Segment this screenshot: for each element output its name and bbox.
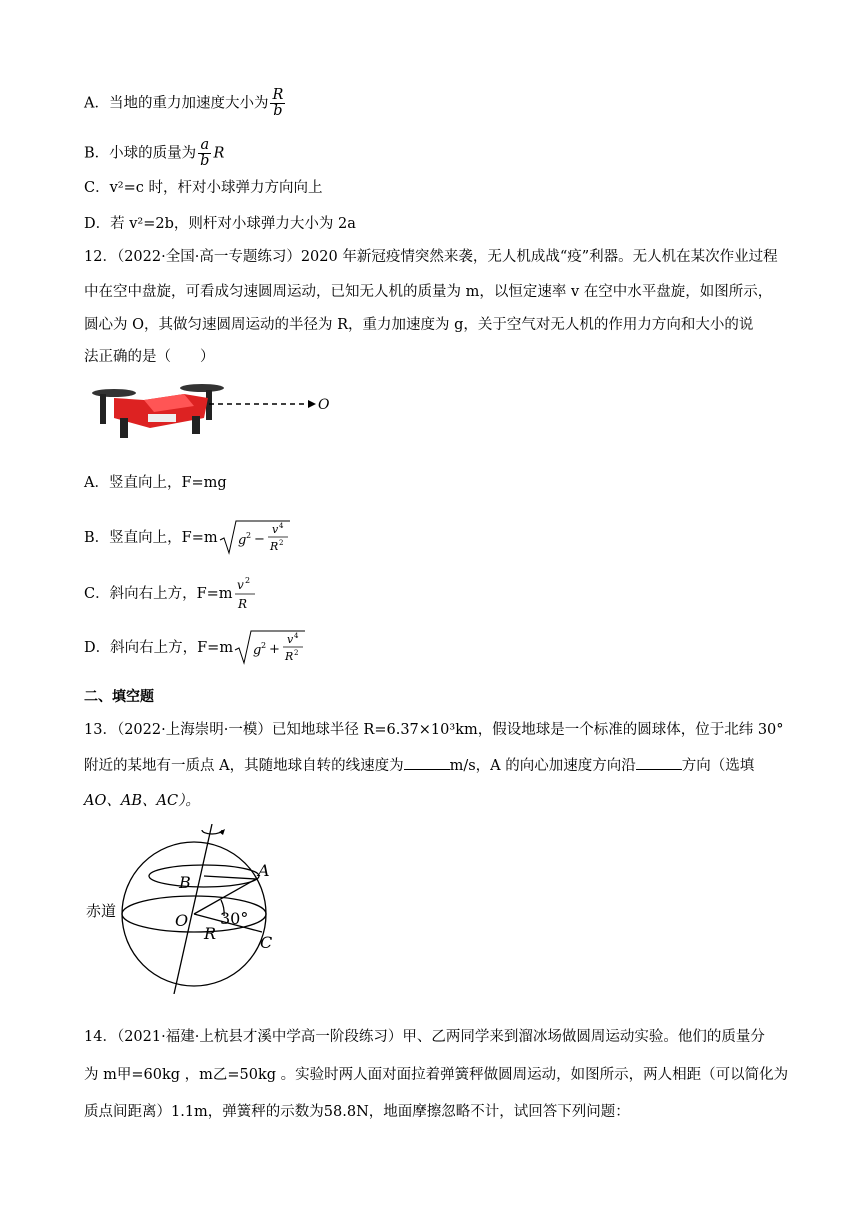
label-r: R <box>204 924 217 943</box>
answer-blank-1[interactable] <box>404 755 450 770</box>
q11-option-b-tail: R <box>213 145 225 162</box>
svg-text:g: g <box>253 643 262 658</box>
q11-option-a-fraction <box>270 88 285 119</box>
q12-option-d <box>84 628 307 668</box>
q12-option-c-prefix: C．斜向右上方，F=m <box>84 586 233 602</box>
svg-text:g: g <box>237 533 246 548</box>
q11-option-d: D．若 v²=2b，则杆对小球弹力大小为 2a <box>84 216 356 232</box>
q13-line-2-part-b: m/s，A 的向心加速度方向沿 <box>449 758 636 774</box>
rotation-axis <box>174 824 212 994</box>
q14-line-2: 为 m甲=60kg ，m乙=50kg 。实验时两人面对面拉着弹簧秤做圆周运动，如图所示，两人相距（可以简化为 <box>84 1067 789 1083</box>
earth-figure <box>84 824 284 994</box>
q11-option-b-fraction <box>198 138 211 169</box>
label-angle: 30° <box>220 909 249 928</box>
center-label-o: O <box>318 397 330 413</box>
svg-text:−: − <box>253 532 265 547</box>
label-o: O <box>175 911 189 930</box>
svg-text:2: 2 <box>278 539 284 547</box>
q13-line-2 <box>84 755 754 777</box>
q12-option-c <box>84 574 259 614</box>
section-heading: 二、填空题 <box>84 689 154 705</box>
svg-text:v: v <box>287 633 294 646</box>
svg-text:+: + <box>269 642 280 657</box>
q13-line-1: 13．（2022·上海崇明·一模）已知地球半径 R=6.37×10³km，假设地球是一个标准的圆球体，位于北纬 30° <box>84 722 784 738</box>
fraction-numerator: R <box>272 87 284 103</box>
svg-text:R: R <box>237 597 247 611</box>
q12-option-d-prefix: D．斜向右上方，F=m <box>84 640 234 656</box>
q11-option-a <box>84 88 287 119</box>
q13-line-2-part-a: 附近的某地有一质点 A，其随地球自转的线速度为 <box>84 758 404 774</box>
q12-line-2: 中在空中盘旋，可看成匀速圆周运动，已知无人机的质量为 m，以恒定速率 v 在空中水平盘旋，如图所示， <box>84 284 773 300</box>
sqrt-expression-d <box>233 628 307 668</box>
q13-line-2-part-c: 方向（选填 <box>681 758 755 774</box>
drone-icon <box>92 384 224 438</box>
fraction-v2-over-r <box>233 574 259 614</box>
fraction-numerator: a <box>198 138 211 154</box>
drone-figure <box>84 378 334 440</box>
q14-line-3: 质点间距离）1.1m，弹簧秤的示数为58.8N，地面摩擦忽略不计，试回答下列问题： <box>84 1104 630 1120</box>
q12-option-b-prefix: B．竖直向上，F=m <box>84 530 218 546</box>
svg-text:R: R <box>269 540 278 553</box>
svg-text:2: 2 <box>245 531 251 540</box>
arrow-head <box>308 400 316 408</box>
q11-option-b-text: B．小球的质量为 <box>84 145 197 162</box>
answer-blank-2[interactable] <box>636 755 682 770</box>
q12-option-b <box>84 518 292 558</box>
label-equator: 赤道 <box>86 902 117 920</box>
q14-line-1: 14．（2021·福建·上杭县才溪中学高一阶段练习）甲、乙两同学来到溜冰场做圆周运动实验。他们的质量分 <box>84 1029 765 1045</box>
fraction-denominator: b <box>273 103 283 119</box>
q13-line-3: AO、AB、AC）。 <box>84 793 200 809</box>
svg-text:4: 4 <box>278 522 284 530</box>
svg-text:2: 2 <box>294 649 299 657</box>
q12-option-a: A．竖直向上，F=mg <box>84 475 227 491</box>
label-c: C <box>260 933 273 952</box>
svg-text:2: 2 <box>244 576 250 585</box>
line-ba <box>204 876 256 879</box>
q12-line-1: 12．（2022·全国·高一专题练习）2020 年新冠疫情突然来袭，无人机成战“疫”利器。无人机在某次作业过程 <box>84 249 778 265</box>
fraction-denominator: b <box>200 153 210 169</box>
svg-text:4: 4 <box>294 632 299 640</box>
svg-text:R: R <box>285 650 294 663</box>
q11-option-c: C．v²=c 时，杆对小球弹力方向向上 <box>84 180 323 196</box>
sqrt-expression-b <box>218 518 292 558</box>
svg-text:v: v <box>236 578 244 592</box>
svg-text:v: v <box>271 523 278 536</box>
q11-option-a-text: A．当地的重力加速度大小为 <box>84 95 269 112</box>
q12-line-4: 法正确的是（ ） <box>84 349 215 365</box>
q12-line-3: 圆心为 O，其做匀速圆周运动的半径为 R，重力加速度为 g，关于空气对无人机的作用力方向和大小的说 <box>84 317 754 333</box>
q11-option-b <box>84 138 224 169</box>
label-a: A <box>258 861 270 880</box>
label-b: B <box>179 873 191 892</box>
svg-text:2: 2 <box>261 641 267 650</box>
